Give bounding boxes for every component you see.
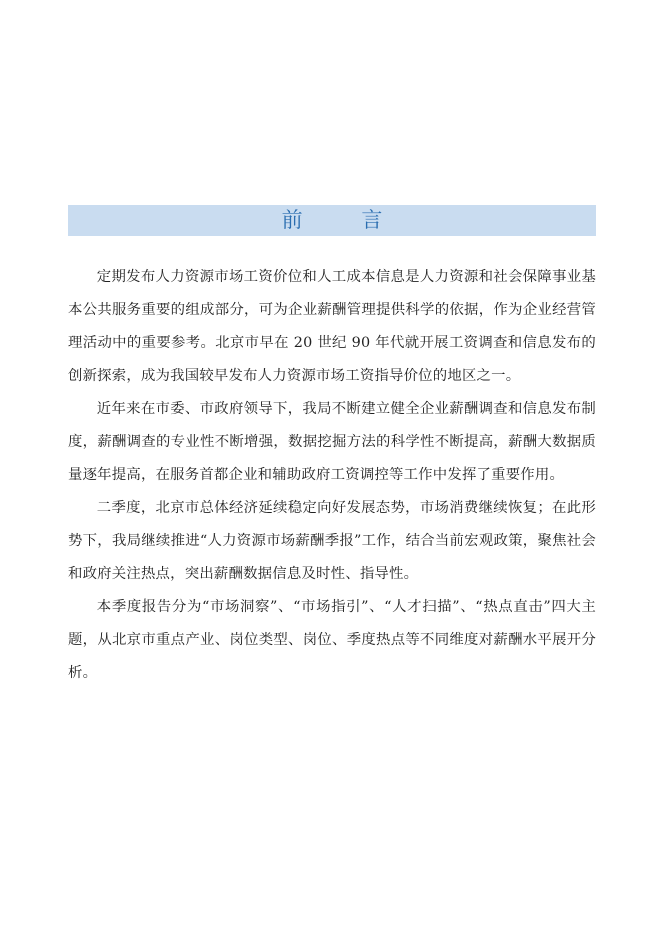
paragraph-1: 定期发布人力资源市场工资价位和人工成本信息是人力资源和社会保障事业基本公共服务重要的组成部分，可为企业薪酬管理提供科学的依据，作为企业经营管理活动中的重要参考。北京市早在 20 世纪 90 年代就开展工资调查和信息发布的创新探索，成为我国较早发布人力资源市场工资指导价位的地区之一。 bbox=[68, 269, 596, 384]
paragraph-2: 近年来在市委、市政府领导下，我局不断建立健全企业薪酬调查和信息发布制度，薪酬调查的专业性不断增强，数据挖掘方法的科学性不断提高，薪酬大数据质量逐年提高，在服务首都企业和辅助政府工资调控等工作中发挥了重要作用。 bbox=[68, 401, 596, 483]
paragraph-4: 本季度报告分为“市场洞察”、“市场指引”、“人才扫描”、“热点直击”四大主题，从北京市重点产业、岗位类型、岗位、季度热点等不同维度对薪酬水平展开分析。 bbox=[68, 599, 596, 681]
paragraph-3: 二季度，北京市总体经济延续稳定向好发展态势，市场消费继续恢复；在此形势下，我局继续推进“人力资源市场薪酬季报”工作，结合当前宏观政策，聚焦社会和政府关注热点，突出薪酬数据信息及时性、指导性。 bbox=[68, 500, 596, 582]
preface-body bbox=[68, 261, 596, 690]
page-title: 前 言 bbox=[281, 208, 409, 232]
preface-title-band bbox=[68, 205, 596, 236]
